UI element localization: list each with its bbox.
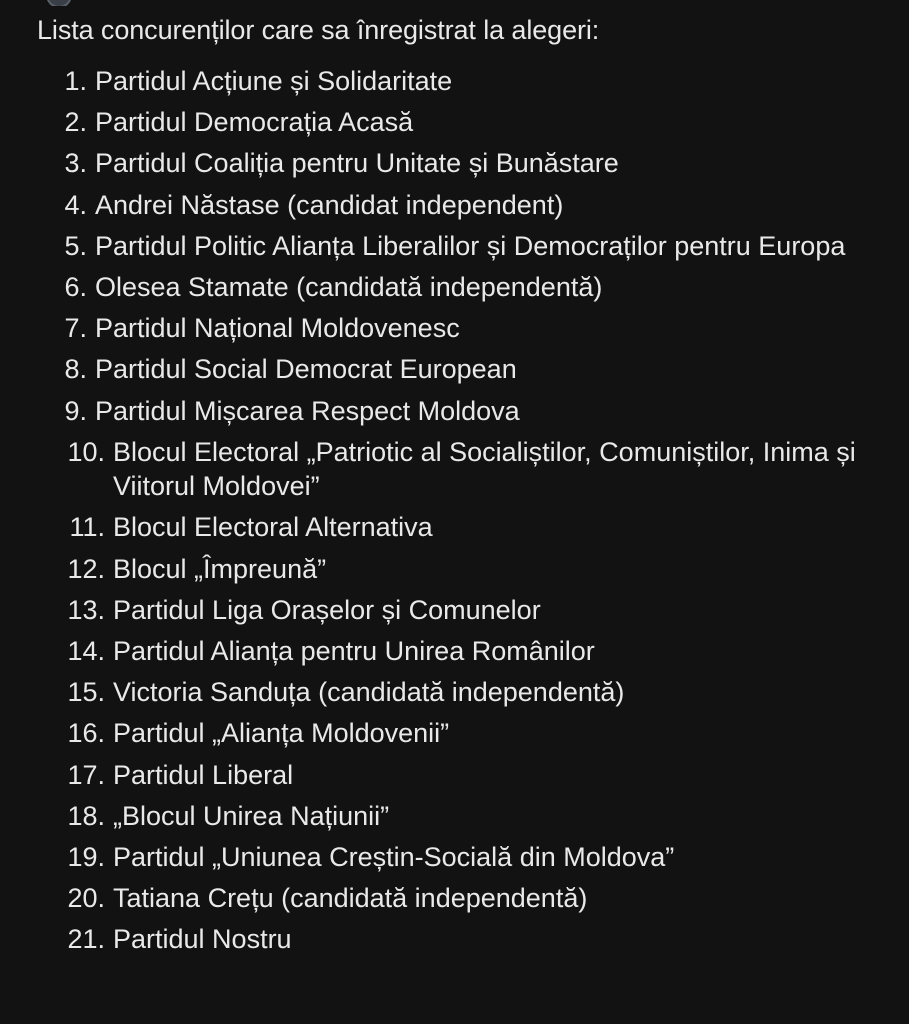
list-item bbox=[37, 593, 897, 628]
post-content bbox=[37, 12, 897, 963]
list-item-text: Partidul Liga Orașelor și Comunelor bbox=[113, 594, 541, 625]
list-item bbox=[37, 675, 897, 710]
list-item bbox=[37, 510, 897, 545]
list-item bbox=[37, 799, 897, 834]
list-item-number: 13. bbox=[67, 594, 105, 625]
list-item-text: Andrei Năstase (candidat independent) bbox=[95, 189, 564, 220]
list-item-number: 5. bbox=[64, 230, 87, 261]
list-item bbox=[37, 716, 897, 751]
list-item-text: Partidul Social Democrat European bbox=[95, 354, 517, 385]
list-item-text: Olesea Stamate (candidată independentă) bbox=[95, 271, 603, 302]
list-item-number: 19. bbox=[67, 841, 105, 872]
list-item bbox=[37, 311, 897, 346]
list-item-text: Blocul Electoral Alternativa bbox=[113, 512, 433, 543]
list-item-text: Partidul Acțiune și Solidaritate bbox=[95, 66, 453, 96]
list-item bbox=[37, 270, 897, 305]
list-heading: Lista concurenților care sa înregistrat la alegeri: bbox=[37, 15, 600, 45]
list-item-text: Blocul Electoral „Patriotic al Socialiștilor, Comuniștilor, Inima și Viitorul Moldovei” bbox=[113, 436, 856, 502]
list-item-number: 2. bbox=[64, 107, 87, 138]
list-item bbox=[37, 146, 897, 181]
candidates-list bbox=[37, 64, 897, 957]
list-item-text: Blocul „Împreună” bbox=[113, 553, 327, 584]
list-item-number: 21. bbox=[67, 924, 105, 955]
list-item bbox=[37, 64, 897, 99]
list-item-text: „Blocul Unirea Națiunii” bbox=[113, 800, 390, 831]
list-item-number: 15. bbox=[67, 677, 105, 708]
list-item bbox=[37, 634, 897, 669]
list-item-text: Tatiana Crețu (candidată independentă) bbox=[113, 883, 588, 914]
list-item-text: Partidul „Uniunea Creștin-Socială din Moldova” bbox=[113, 841, 675, 872]
list-item-number: 4. bbox=[64, 189, 87, 220]
list-item-number: 9. bbox=[64, 395, 87, 426]
list-item-text: Partidul Alianța pentru Unirea Românilor bbox=[113, 635, 595, 666]
list-item-number: 6. bbox=[64, 271, 87, 302]
list-item-number: 18. bbox=[67, 800, 105, 831]
list-item-number: 17. bbox=[67, 759, 105, 790]
list-item-number: 8. bbox=[64, 354, 87, 385]
list-item-text: Partidul Liberal bbox=[113, 759, 294, 790]
list-item-text: Partidul Mișcarea Respect Moldova bbox=[95, 395, 520, 426]
list-item bbox=[37, 922, 897, 957]
list-item bbox=[37, 881, 897, 916]
list-item-text: Partidul Nostru bbox=[113, 924, 292, 955]
list-item-number: 10. bbox=[67, 436, 105, 467]
list-item-text: Victoria Sanduța (candidată independentă) bbox=[113, 677, 625, 708]
avatar bbox=[46, 0, 72, 6]
list-item bbox=[37, 188, 897, 223]
list-item bbox=[37, 394, 897, 429]
list-item-number: 12. bbox=[67, 553, 105, 584]
list-item-text: Partidul Democrația Acasă bbox=[95, 107, 414, 138]
list-item-number: 14. bbox=[67, 635, 105, 666]
list-item bbox=[37, 840, 897, 875]
list-item-number: 7. bbox=[64, 313, 87, 344]
list-item bbox=[37, 105, 897, 140]
list-item-number: 20. bbox=[67, 883, 105, 914]
list-item bbox=[37, 758, 897, 793]
list-item-text: Partidul Politic Alianța Liberalilor și Democraților pentru Europa bbox=[95, 230, 846, 261]
list-item bbox=[37, 435, 897, 504]
list-item-text: Partidul Național Moldovenesc bbox=[95, 313, 460, 344]
list-item bbox=[37, 552, 897, 587]
list-item-number: 1. bbox=[64, 66, 87, 96]
list-item bbox=[37, 352, 897, 387]
list-item-text: Partidul „Alianța Moldovenii” bbox=[113, 718, 450, 749]
list-item bbox=[37, 229, 897, 264]
list-item-text: Partidul Coaliția pentru Unitate și Bunăstare bbox=[95, 148, 619, 179]
list-item-number: 11. bbox=[69, 512, 105, 543]
list-item-number: 16. bbox=[67, 718, 105, 749]
list-item-number: 3. bbox=[64, 148, 87, 179]
top-edge-strip bbox=[0, 0, 909, 6]
